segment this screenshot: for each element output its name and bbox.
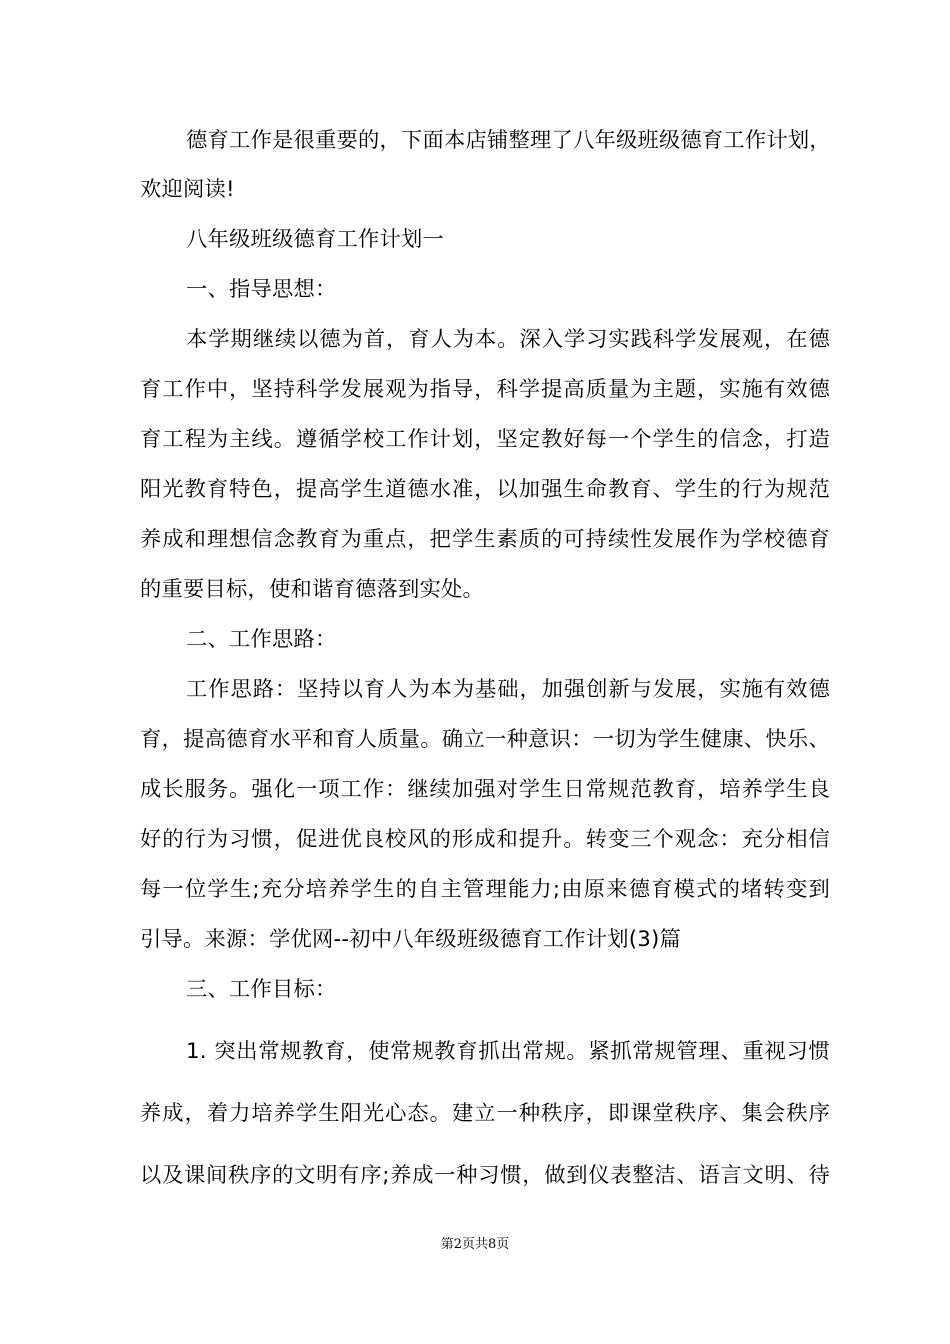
section-heading-work-approach: 二、工作思路： <box>186 627 337 652</box>
paragraph-line: 成长服务。强化一项工作：继续加强对学生日常规范教育，培养学生良 <box>140 777 830 802</box>
paragraph-line: 本学期继续以德为首，育人为本。深入学习实践科学发展观，在德 <box>186 327 830 352</box>
section-heading-work-goals: 三、工作目标： <box>186 977 337 1002</box>
paragraph-intro-line-2: 欢迎阅读! <box>140 177 235 202</box>
page-number-footer: 第2页共8页 <box>440 1237 510 1252</box>
list-item-line: 养成，着力培养学生阳光心态。建立一种秩序，即课堂秩序、集会秩序 <box>140 1101 830 1126</box>
paragraph-line: 育，提高德育水平和育人质量。确立一种意识：一切为学生健康、快乐、 <box>140 727 830 752</box>
paragraph-line: 每一位学生;充分培养学生的自主管理能力;由原来德育模式的堵转变到 <box>140 877 830 902</box>
list-item-line: 1. 突出常规教育，使常规教育抓出常规。紧抓常规管理、重视习惯 <box>186 1039 830 1064</box>
paragraph-line: 工作思路：坚持以育人为本为基础，加强创新与发展，实施有效德 <box>186 677 830 702</box>
paragraph-line: 引导。来源：学优网--初中八年级班级德育工作计划(3)篇 <box>140 927 681 952</box>
paragraph-line: 育工作中，坚持科学发展观为指导，科学提高质量为主题，实施有效德 <box>140 377 830 402</box>
list-item-line: 以及课间秩序的文明有序;养成一种习惯，做到仪表整洁、语言文明、待 <box>140 1163 830 1188</box>
paragraph-line: 好的行为习惯，促进优良校风的形成和提升。转变三个观念：充分相信 <box>140 827 830 852</box>
paragraph-line: 育工程为主线。遵循学校工作计划，坚定教好每一个学生的信念，打造 <box>140 427 830 452</box>
paragraph-line: 的重要目标，使和谐育德落到实处。 <box>140 577 484 602</box>
plan-title: 八年级班级德育工作计划一 <box>186 227 444 252</box>
section-heading-guiding-ideology: 一、指导思想： <box>186 277 337 302</box>
paragraph-line: 养成和理想信念教育为重点，把学生素质的可持续性发展作为学校德育 <box>140 527 830 552</box>
paragraph-intro-line-1: 德育工作是很重要的，下面本店铺整理了八年级班级德育工作计划， <box>186 128 831 153</box>
paragraph-line: 阳光教育特色，提高学生道德水准，以加强生命教育、学生的行为规范 <box>140 477 830 502</box>
